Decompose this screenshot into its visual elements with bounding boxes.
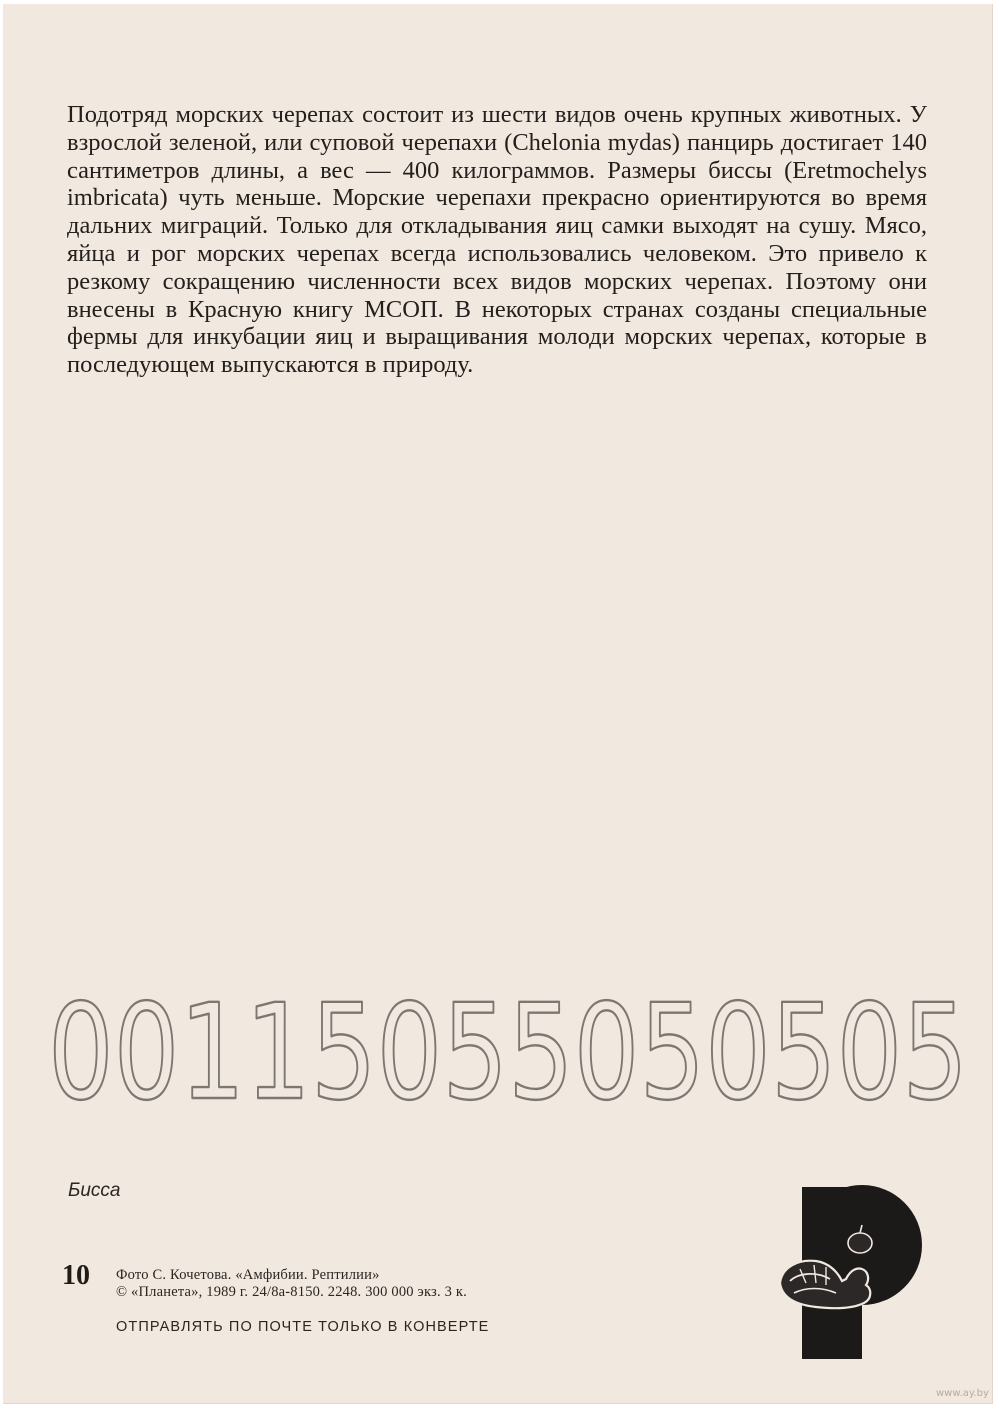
handwritten-pencil-number	[40, 960, 990, 1160]
photo-caption: Бисса	[68, 1180, 121, 1201]
handwritten-number-text: 00115055050505	[48, 976, 968, 1130]
mailing-instruction: ОТПРАВЛЯТЬ ПО ПОЧТЕ ТОЛЬКО В КОНВЕРТЕ	[116, 1319, 490, 1335]
species-description: Подотряд морских черепах состоит из шести видов очень крупных животных. У взрослой зеленой, или суповой черепахи (Chelonia mydas) панцирь достигает 140 сантиметров длины, а вес — 400 килограммов. Размеры биссы (Eretmochelys imbricata) чуть меньше. Морские черепахи прекрасно ориентируются во время дальних миграций. Только для откладывания яиц самки выходят на сушу. Мясо, яйца и рог морских черепах всегда использовались человеком. Это привело к резкому сокращению численности всех видов морских черепах. Поэтому они внесены в Красную книгу МСОП. В некоторых странах созданы специальные фермы для инкубации яиц и выращивания молоди морских черепах, которые в последующем выпускаются в природу.	[67, 101, 927, 379]
publisher-logo-icon	[776, 1183, 926, 1363]
imprint-photo-credit: Фото С. Кочетова. «Амфибии. Рептилии»	[116, 1267, 380, 1283]
imprint-publisher: © «Планета», 1989 г. 24/8а-8150. 2248. 300 000 экз. 3 к.	[116, 1284, 467, 1300]
site-watermark: www.ay.by	[936, 1388, 989, 1399]
card-number: 10	[62, 1260, 90, 1291]
